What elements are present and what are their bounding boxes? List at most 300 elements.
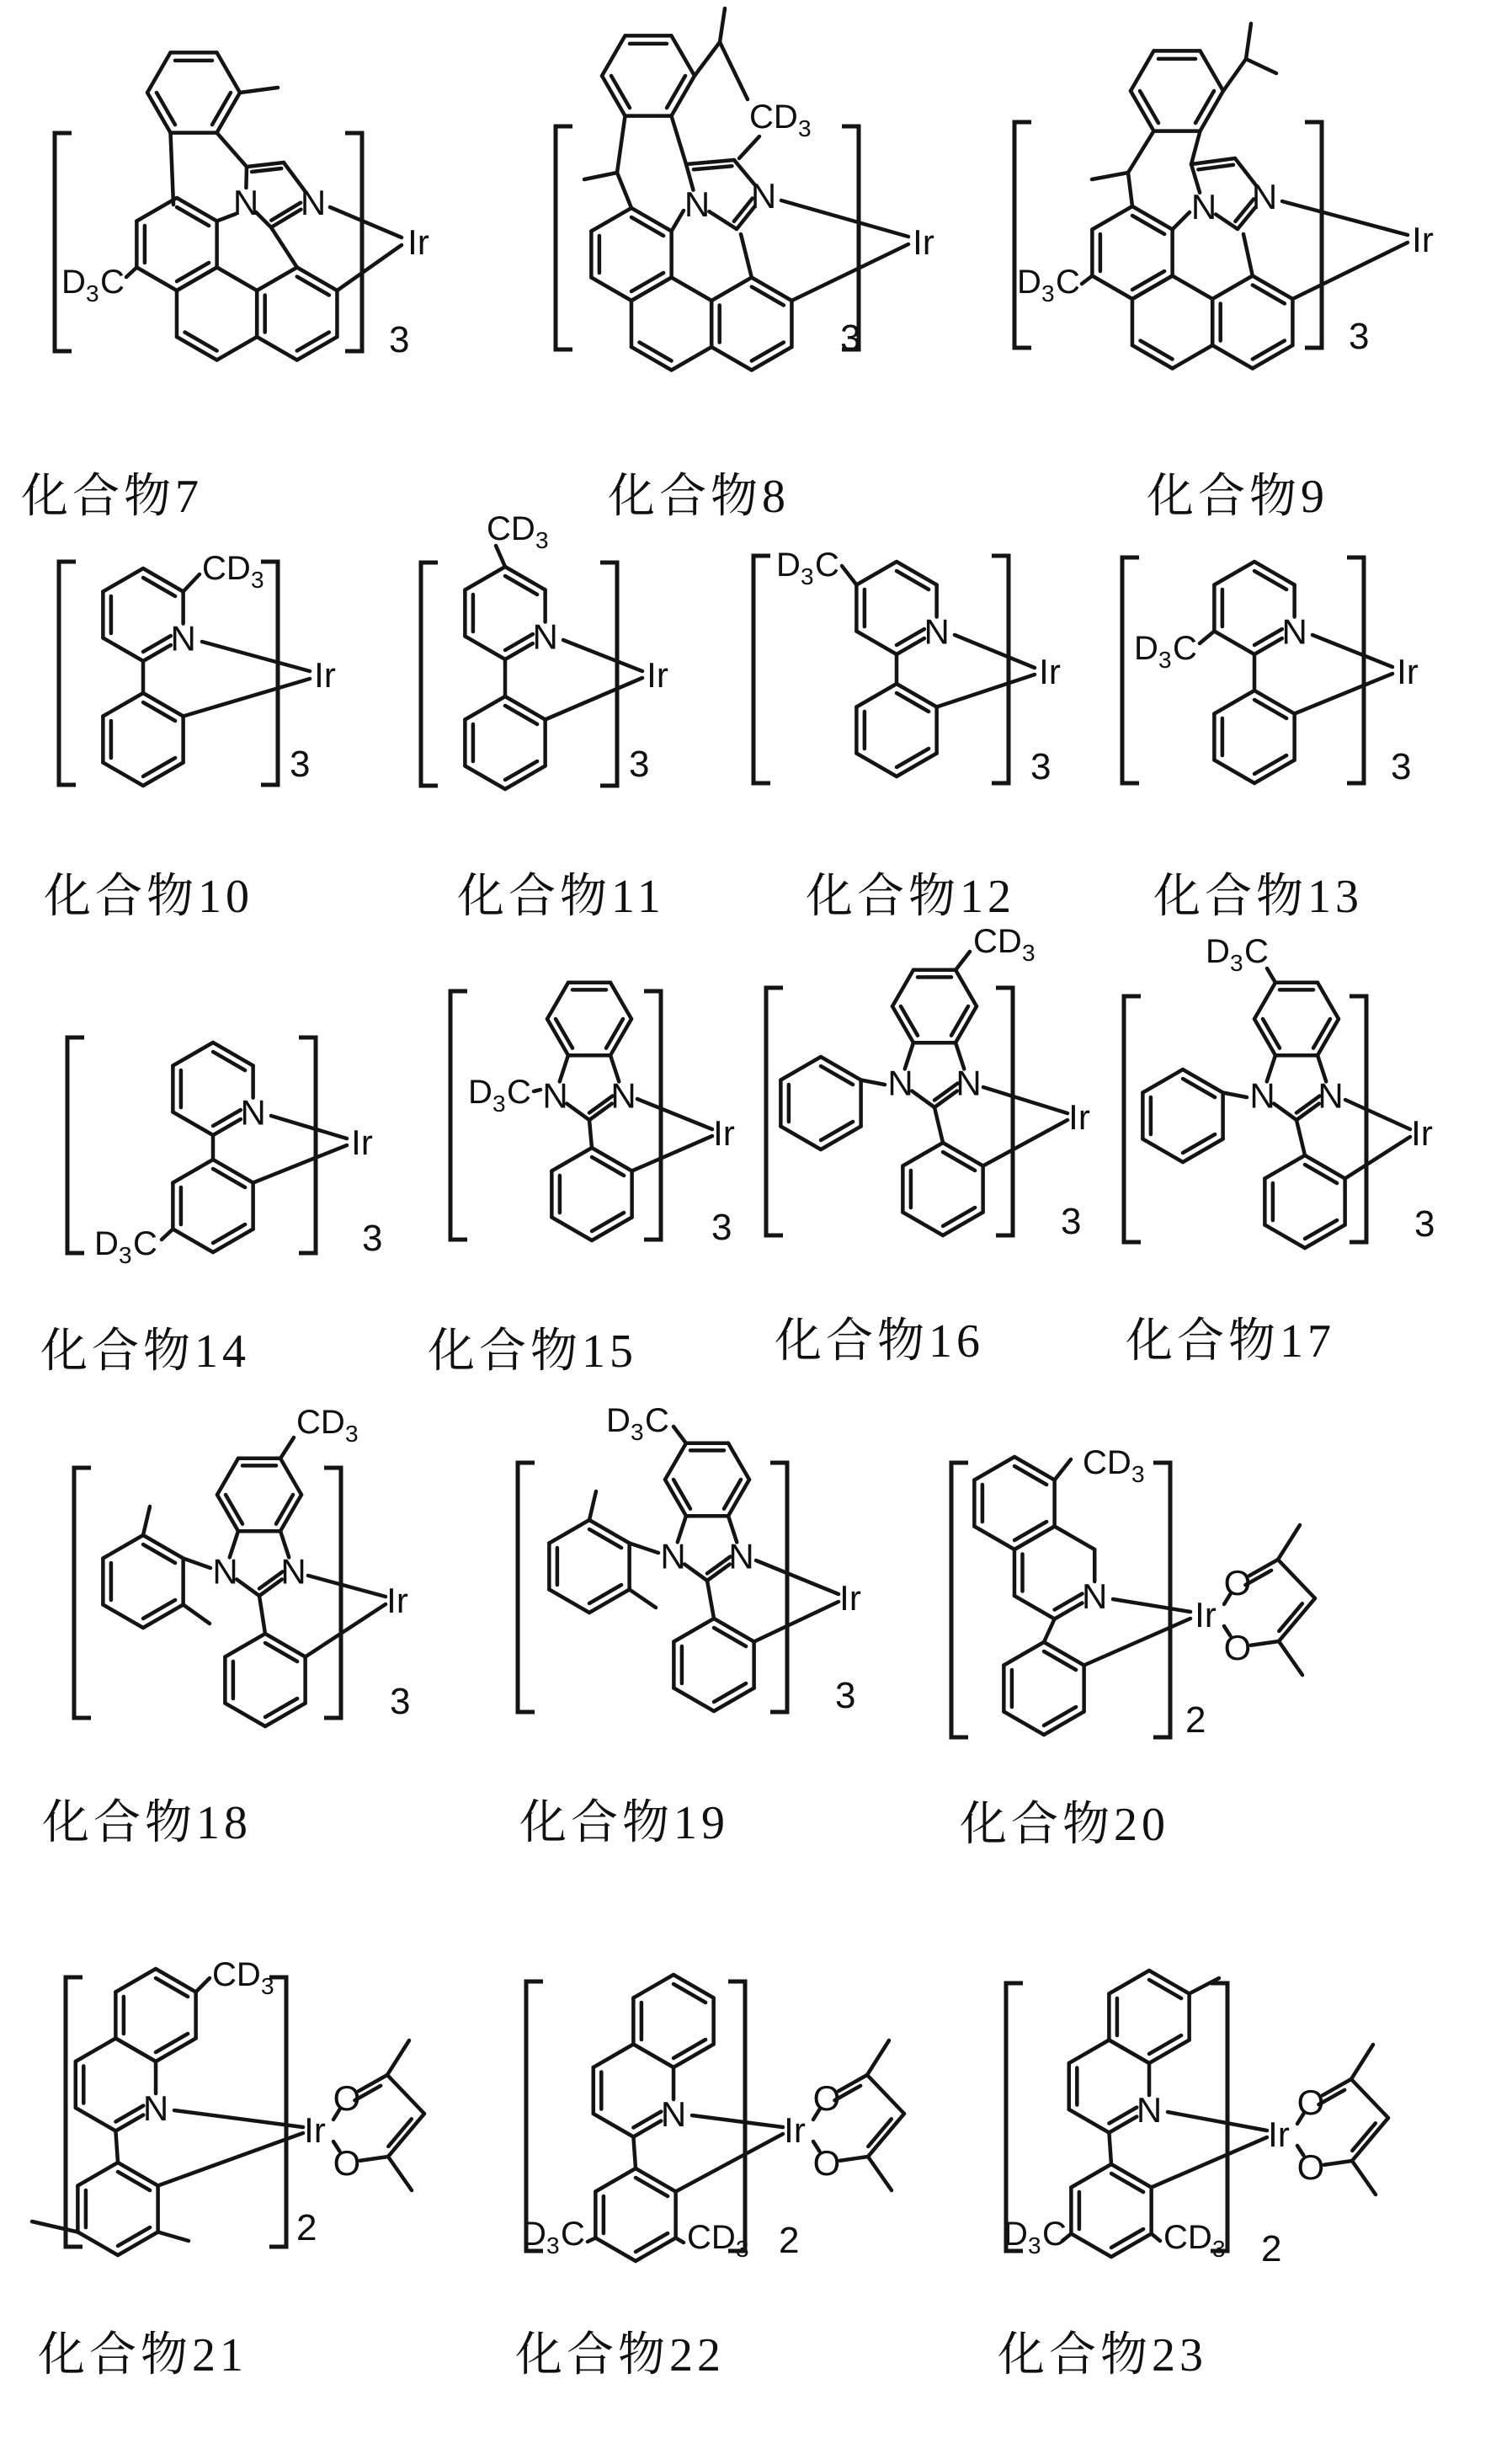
bond xyxy=(956,970,977,1006)
substituent-subscript: 3 xyxy=(535,527,549,553)
metal-label: Ir xyxy=(386,1581,408,1620)
atom-label-O: O xyxy=(1296,2147,1325,2187)
bond xyxy=(252,168,281,172)
bond xyxy=(360,2157,388,2161)
bond xyxy=(1351,2079,1388,2118)
atom-label-O: O xyxy=(812,2078,841,2118)
bond xyxy=(1278,1560,1315,1598)
bond xyxy=(143,1544,175,1563)
bracket xyxy=(55,133,72,351)
bond xyxy=(76,2108,116,2131)
bond xyxy=(595,2238,636,2262)
bond xyxy=(1044,1619,1055,1643)
bond xyxy=(955,635,1035,668)
bond xyxy=(505,706,537,724)
substituent-label: CD xyxy=(1163,2219,1212,2256)
metal-label: Ir xyxy=(1195,1595,1217,1635)
bond xyxy=(551,1218,592,1241)
bond xyxy=(892,970,913,1006)
structure-compound-10 xyxy=(59,550,336,786)
bond xyxy=(867,2040,889,2075)
bond xyxy=(1113,1599,1190,1612)
bracket xyxy=(1211,1983,1227,2251)
bond xyxy=(639,343,671,361)
atom-label-N: N xyxy=(660,1536,686,1576)
substituent-label: C xyxy=(133,1225,157,1262)
bond xyxy=(1152,2234,1160,2242)
bond xyxy=(306,1604,386,1657)
bond xyxy=(280,1437,294,1459)
bond xyxy=(633,1975,673,1998)
bond xyxy=(1254,983,1275,1019)
bond xyxy=(1253,341,1285,360)
bond xyxy=(156,1978,188,1997)
bond xyxy=(1140,341,1172,360)
bond xyxy=(297,277,329,296)
bond xyxy=(901,1006,918,1036)
substituent-label: CD xyxy=(687,2219,736,2256)
bond xyxy=(821,1122,853,1140)
substituent-subscript: 3 xyxy=(546,2232,560,2259)
structure-compound-20 xyxy=(951,1444,1315,1741)
bond xyxy=(672,35,695,76)
bond xyxy=(1152,2137,1267,2188)
bond xyxy=(225,1634,265,1657)
bond xyxy=(1069,2040,1110,2064)
bond xyxy=(103,1535,143,1559)
metal-label: Ir xyxy=(314,655,336,695)
structure-compound-23 xyxy=(1004,1971,1388,2269)
bracket-subscript: 3 xyxy=(1414,1203,1435,1245)
bond xyxy=(1246,59,1276,73)
bond xyxy=(253,1145,347,1183)
structure-compound-22 xyxy=(522,1975,904,2262)
structure-compound-8 xyxy=(556,8,934,371)
bond xyxy=(556,1019,572,1048)
bond xyxy=(549,1520,589,1544)
bond xyxy=(728,1443,749,1480)
metal-label: Ir xyxy=(1397,652,1419,691)
bond xyxy=(633,2045,673,2068)
bracket xyxy=(728,1981,745,2251)
substituent-label: C xyxy=(100,264,125,301)
bond xyxy=(1263,1019,1280,1048)
bond xyxy=(143,578,175,596)
bond xyxy=(247,163,284,167)
bond xyxy=(665,1443,686,1480)
bond xyxy=(1128,131,1154,173)
bond xyxy=(1246,24,1251,59)
bond xyxy=(465,637,505,660)
bond xyxy=(217,337,258,360)
bond xyxy=(1109,1971,1149,1994)
bond xyxy=(611,76,630,108)
caption-compound-17: 化合物17 xyxy=(1126,1315,1335,1368)
substituent-label: D xyxy=(1206,933,1230,970)
substituent-subscript: 3 xyxy=(1158,647,1172,673)
atom-label-N: N xyxy=(280,1551,306,1592)
metal-label: Ir xyxy=(1068,1097,1090,1137)
bond xyxy=(983,1087,1067,1113)
bond xyxy=(143,1507,150,1535)
bond xyxy=(592,1213,624,1231)
bond xyxy=(1092,206,1132,230)
bond xyxy=(672,116,687,164)
bond xyxy=(752,343,784,361)
bond xyxy=(156,2034,188,2052)
bond xyxy=(240,88,278,93)
caption-compound-18: 化合物18 xyxy=(42,1797,252,1849)
bond xyxy=(1295,674,1392,714)
bond xyxy=(1044,1651,1076,1670)
bond xyxy=(1214,760,1254,784)
bond xyxy=(158,2133,303,2186)
bracket-subscript: 3 xyxy=(389,319,410,360)
bond xyxy=(1200,632,1214,644)
bond xyxy=(118,2227,150,2246)
bond xyxy=(143,758,175,776)
bracket xyxy=(770,1463,787,1712)
bracket xyxy=(74,1468,91,1718)
bond xyxy=(76,2039,116,2062)
bond xyxy=(707,1581,714,1619)
bond xyxy=(1183,1079,1215,1097)
bond xyxy=(1352,2161,1376,2195)
bracket-subscript: 3 xyxy=(290,744,311,785)
bond xyxy=(136,198,177,221)
bond xyxy=(739,136,759,158)
bond xyxy=(856,562,897,585)
bond xyxy=(1253,285,1285,304)
bond xyxy=(308,1576,386,1597)
bond xyxy=(1351,2045,1373,2079)
bond xyxy=(1243,234,1253,276)
bond xyxy=(1212,276,1253,300)
bond xyxy=(118,2172,150,2190)
bond xyxy=(686,160,734,164)
atom-label-N: N xyxy=(887,1063,913,1103)
bond xyxy=(213,1169,245,1187)
bond xyxy=(1055,1459,1071,1480)
structure-compound-12 xyxy=(753,547,1061,787)
bond xyxy=(1149,1980,1181,1998)
bracket-subscript: 3 xyxy=(390,1681,411,1722)
bond xyxy=(115,2039,156,2062)
bond xyxy=(271,227,297,268)
bond xyxy=(1132,271,1164,290)
structure-compound-13 xyxy=(1122,557,1419,787)
substituent-label: D xyxy=(606,1402,631,1439)
bond xyxy=(147,52,171,93)
bond xyxy=(781,200,908,237)
bond xyxy=(136,268,177,291)
bond xyxy=(856,632,897,655)
bond xyxy=(630,1590,656,1608)
bracket xyxy=(269,1977,286,2247)
atom-label-N: N xyxy=(1318,1075,1344,1116)
bond xyxy=(174,2110,303,2127)
bracket-subscript: 2 xyxy=(1261,2228,1282,2269)
caption-compound-23: 化合物23 xyxy=(998,2329,1207,2381)
bond xyxy=(1071,2234,1111,2258)
bond xyxy=(217,268,258,291)
bond xyxy=(103,568,143,592)
bond xyxy=(32,2221,77,2232)
atom-label-N: N xyxy=(956,1063,982,1103)
bond xyxy=(1004,1712,1044,1736)
bond xyxy=(567,1104,589,1120)
bond xyxy=(756,1560,839,1594)
bond xyxy=(821,1066,853,1085)
substituent-label: D xyxy=(522,2216,546,2253)
atom-label-N: N xyxy=(170,618,196,659)
bond xyxy=(1109,2040,1149,2064)
bond xyxy=(387,2075,424,2114)
metal-label: Ir xyxy=(839,1578,861,1618)
bond xyxy=(173,1043,213,1066)
bond xyxy=(912,1091,934,1107)
bond xyxy=(1345,1100,1410,1129)
bond xyxy=(265,1699,297,1717)
bond xyxy=(780,1057,821,1080)
bond xyxy=(617,116,626,173)
caption-compound-7: 化合物7 xyxy=(21,471,203,523)
substituent-label: D xyxy=(468,1074,492,1111)
bond xyxy=(1214,562,1254,585)
bracket xyxy=(1124,996,1141,1242)
bracket-subscript: 2 xyxy=(1185,1699,1206,1741)
bond xyxy=(202,642,310,671)
bond xyxy=(387,2040,409,2075)
bond xyxy=(840,2157,868,2161)
substituent-label: D xyxy=(776,547,801,584)
bond xyxy=(861,1080,885,1085)
bracket xyxy=(996,988,1013,1235)
bond xyxy=(465,766,505,790)
bond xyxy=(534,1090,540,1091)
substituent-label: C xyxy=(507,1074,531,1111)
bond xyxy=(551,1148,592,1171)
bond xyxy=(173,1112,213,1136)
bond xyxy=(1267,968,1275,983)
bond xyxy=(465,696,505,720)
bond xyxy=(673,1427,686,1443)
substituent-subscript: 3 xyxy=(251,567,264,593)
bond xyxy=(1345,1137,1410,1179)
metal-label: Ir xyxy=(1268,2115,1290,2154)
bond xyxy=(856,684,897,707)
bond xyxy=(184,1559,210,1569)
bond xyxy=(630,1544,658,1554)
substituent-label: C xyxy=(1173,630,1197,667)
bond xyxy=(632,1136,712,1171)
bracket xyxy=(644,991,661,1240)
bond xyxy=(158,2232,189,2242)
substituent-subscript: 3 xyxy=(798,115,812,141)
bond xyxy=(1132,216,1164,234)
substituent-subscript: 3 xyxy=(1028,2232,1041,2259)
bond xyxy=(171,133,174,205)
bracket xyxy=(345,133,362,351)
bond xyxy=(636,2178,668,2196)
bracket xyxy=(450,991,467,1240)
substituent-subscript: 3 xyxy=(1212,2236,1226,2262)
bond xyxy=(673,2040,705,2058)
bond xyxy=(676,2238,684,2243)
bond xyxy=(103,638,143,662)
bond xyxy=(1069,2109,1110,2133)
atom-label-N: N xyxy=(728,1536,754,1576)
substituent-subscript: 3 xyxy=(801,563,814,589)
bond xyxy=(212,93,231,125)
bond xyxy=(546,678,642,720)
bond xyxy=(780,1127,821,1150)
bond xyxy=(714,1683,746,1702)
bond xyxy=(754,1602,839,1642)
bond xyxy=(752,287,784,306)
bond xyxy=(1092,276,1132,300)
substituent-label: D xyxy=(1017,264,1041,301)
bond xyxy=(1223,1093,1247,1098)
bracket-subscript: 3 xyxy=(1391,746,1412,787)
bracket-subscript: 2 xyxy=(779,2220,800,2261)
bond xyxy=(1071,2164,1111,2188)
atom-label-N: N xyxy=(532,616,558,657)
substituent-subscript: 3 xyxy=(1041,280,1055,307)
bond xyxy=(1292,243,1408,299)
atom-label-N: N xyxy=(924,611,950,652)
bond xyxy=(1173,345,1213,369)
bond xyxy=(636,2233,668,2252)
caption-compound-22: 化合物22 xyxy=(515,2329,725,2381)
bracket xyxy=(556,126,572,349)
bond xyxy=(584,173,617,179)
atom-label-N: N xyxy=(660,2094,687,2134)
bracket xyxy=(1305,122,1322,348)
bond xyxy=(143,1600,175,1619)
bracket-subscript: 3 xyxy=(1349,316,1370,357)
bond xyxy=(1111,2229,1143,2248)
bond xyxy=(595,2168,636,2192)
substituent-label: C xyxy=(645,1402,669,1439)
substituent-label: CD xyxy=(202,550,251,587)
atom-label-O: O xyxy=(812,2143,841,2183)
bond xyxy=(496,546,505,567)
bracket xyxy=(951,1463,968,1737)
bond xyxy=(173,1229,213,1253)
bond xyxy=(1198,165,1233,170)
bond xyxy=(259,1596,265,1634)
bond xyxy=(591,208,631,232)
bracket xyxy=(1153,1463,1170,1737)
bond xyxy=(77,2163,118,2186)
bond xyxy=(937,675,1035,707)
bond xyxy=(856,754,897,777)
bond xyxy=(594,2114,634,2137)
bond xyxy=(673,1480,690,1509)
bond xyxy=(606,1019,623,1048)
bond xyxy=(1191,158,1235,164)
caption-compound-21: 化合物21 xyxy=(38,2329,248,2381)
bond xyxy=(695,42,720,76)
bond xyxy=(1173,212,1190,230)
bond xyxy=(115,2131,118,2163)
metal-label: Ir xyxy=(351,1123,373,1162)
bond xyxy=(563,640,642,671)
bond xyxy=(271,1116,347,1139)
bond xyxy=(943,1152,975,1171)
bond xyxy=(711,347,752,371)
bracket xyxy=(842,126,859,349)
bond xyxy=(673,1688,714,1712)
bond xyxy=(143,702,175,721)
bond xyxy=(868,2114,904,2157)
bond xyxy=(297,333,329,351)
bond xyxy=(983,1120,1067,1166)
structure-compound-21 xyxy=(32,1956,424,2255)
bond xyxy=(1296,1120,1305,1155)
caption-compound-8: 化合物8 xyxy=(608,471,790,523)
bond xyxy=(184,333,216,351)
bond xyxy=(549,1590,589,1613)
bond xyxy=(1084,1619,1190,1666)
metal-label: Ir xyxy=(913,222,934,262)
bond xyxy=(1312,635,1392,667)
bond xyxy=(943,1208,975,1226)
bond xyxy=(103,763,143,787)
structure-compound-19 xyxy=(518,1402,861,1716)
bond xyxy=(1264,1225,1305,1249)
substituent-subscript: 3 xyxy=(492,1091,506,1117)
metal-label: Ir xyxy=(1411,1113,1433,1153)
metal-label: Ir xyxy=(407,222,429,262)
substituent-label: C xyxy=(1056,264,1080,301)
bond xyxy=(741,234,752,278)
bracket xyxy=(518,1463,535,1712)
bracket xyxy=(324,1468,341,1718)
bond xyxy=(177,263,209,281)
bond xyxy=(1149,2035,1181,2054)
atom-label-N: N xyxy=(684,184,711,224)
bond xyxy=(1131,51,1154,91)
bond xyxy=(951,1006,968,1036)
structure-compound-18 xyxy=(74,1404,410,1726)
bond xyxy=(724,1480,741,1509)
atom-label-N: N xyxy=(1082,1576,1108,1616)
bond xyxy=(225,1704,265,1727)
bond xyxy=(388,2114,424,2157)
bond xyxy=(594,2045,634,2068)
bond xyxy=(631,273,663,291)
bond xyxy=(1254,755,1286,774)
bond xyxy=(1251,1641,1279,1645)
atom-label-N: N xyxy=(1136,2090,1163,2130)
bond xyxy=(720,42,748,99)
substituent-subscript: 3 xyxy=(631,1419,644,1445)
bond xyxy=(1168,2112,1267,2131)
bond xyxy=(673,1619,714,1642)
bracket-subscript: 3 xyxy=(629,744,650,785)
atom-label-N: N xyxy=(240,1092,266,1133)
metal-label: Ir xyxy=(647,655,668,695)
bond xyxy=(1212,345,1253,369)
bond xyxy=(1318,983,1339,1019)
bond xyxy=(589,1585,621,1603)
bond xyxy=(1274,1104,1296,1120)
bond xyxy=(177,207,209,226)
bond xyxy=(1142,1069,1183,1093)
bond xyxy=(589,1529,621,1548)
